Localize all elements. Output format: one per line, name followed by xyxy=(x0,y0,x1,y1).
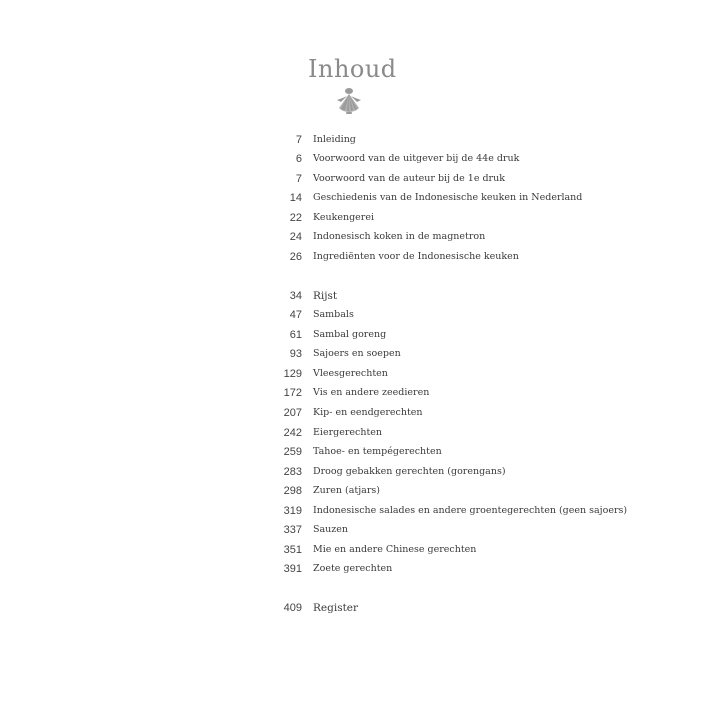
toc-entry[interactable] xyxy=(0,131,702,149)
toc-title: Kip- en eendgerechten xyxy=(313,407,423,418)
toc-page-number: 26 xyxy=(289,251,302,263)
toc-entry[interactable] xyxy=(0,560,702,578)
toc-title: Rijst xyxy=(313,290,338,302)
toc-page-number: 351 xyxy=(283,544,302,556)
toc-page-number: 61 xyxy=(289,329,302,341)
toc-title: Mie en andere Chinese gerechten xyxy=(313,544,477,555)
toc-page-number: 24 xyxy=(289,231,302,243)
toc-page-number: 47 xyxy=(289,309,302,321)
toc-title: Sambals xyxy=(313,309,354,320)
toc-page-number: 172 xyxy=(283,387,302,399)
toc-page-number: 283 xyxy=(283,466,302,478)
toc-page-number: 207 xyxy=(283,407,302,419)
toc-entry[interactable] xyxy=(0,209,702,227)
toc-entry[interactable] xyxy=(0,306,702,324)
toc-title: Vleesgerechten xyxy=(313,368,388,379)
toc-entry[interactable] xyxy=(0,228,702,246)
toc-entry[interactable] xyxy=(0,189,702,207)
toc-page-number: 242 xyxy=(283,427,302,439)
toc-entry[interactable] xyxy=(0,463,702,481)
toc-entry[interactable] xyxy=(0,502,702,520)
toc-page-number: 22 xyxy=(289,212,302,224)
toc-entry[interactable] xyxy=(0,345,702,363)
toc-entry[interactable] xyxy=(0,443,702,461)
toc-entry[interactable] xyxy=(0,424,702,442)
toc-page-number: 298 xyxy=(283,485,302,497)
toc-entry[interactable] xyxy=(0,150,702,168)
toc-entry[interactable] xyxy=(0,541,702,559)
toc-entry[interactable] xyxy=(0,482,702,500)
toc-page-number: 319 xyxy=(283,505,302,517)
toc-page-number: 6 xyxy=(295,153,302,165)
toc-page-number: 129 xyxy=(283,368,302,380)
toc-page-number: 259 xyxy=(283,446,302,458)
toc-title: Ingrediënten voor de Indonesische keuken xyxy=(313,251,519,262)
toc-title: Zuren (atjars) xyxy=(313,485,380,496)
toc-title: Tahoe- en tempégerechten xyxy=(313,446,442,457)
toc-title: Inleiding xyxy=(313,134,356,145)
toc-title: Vis en andere zeedieren xyxy=(313,387,430,398)
toc-page-number: 34 xyxy=(289,290,302,302)
toc-title: Indonesisch koken in de magnetron xyxy=(313,231,486,242)
toc-page-number: 7 xyxy=(295,134,302,146)
toc-title: Keukengerei xyxy=(313,212,374,223)
toc-title: Sambal goreng xyxy=(313,329,387,340)
toc-page-number: 391 xyxy=(283,563,302,575)
toc-page-number: 409 xyxy=(283,602,302,614)
page-title: Inhoud xyxy=(308,55,397,83)
toc-page-number: 93 xyxy=(289,348,302,360)
toc-title: Indonesische salades en andere groentegerechten (geen sajoers) xyxy=(313,505,628,516)
toc-title: Voorwoord van de auteur bij de 1e druk xyxy=(313,173,505,184)
toc-title: Droog gebakken gerechten (gorengans) xyxy=(313,466,506,477)
toc-title: Zoete gerechten xyxy=(313,563,393,574)
toc-page-number: 14 xyxy=(289,192,302,204)
toc-page-number: 7 xyxy=(295,173,302,185)
toc-title: Sauzen xyxy=(313,524,349,535)
toc-title: Eiergerechten xyxy=(313,427,383,438)
toc-title: Register xyxy=(313,602,359,614)
toc-entry[interactable] xyxy=(0,326,702,344)
toc-entry[interactable] xyxy=(0,248,702,266)
toc-title: Sajoers en soepen xyxy=(313,348,401,359)
toc-title: Geschiedenis van de Indonesische keuken in Nederland xyxy=(313,192,583,203)
toc-entry[interactable] xyxy=(0,365,702,383)
shell-ornament-icon xyxy=(333,86,365,114)
toc-title: Voorwoord van de uitgever bij de 44e druk xyxy=(313,153,520,164)
toc-entry[interactable] xyxy=(0,404,702,422)
toc-entry[interactable] xyxy=(0,287,702,305)
toc-entry[interactable] xyxy=(0,384,702,402)
toc-entry[interactable] xyxy=(0,599,702,617)
toc-page-number: 337 xyxy=(283,524,302,536)
toc-entry[interactable] xyxy=(0,170,702,188)
toc-entry[interactable] xyxy=(0,521,702,539)
